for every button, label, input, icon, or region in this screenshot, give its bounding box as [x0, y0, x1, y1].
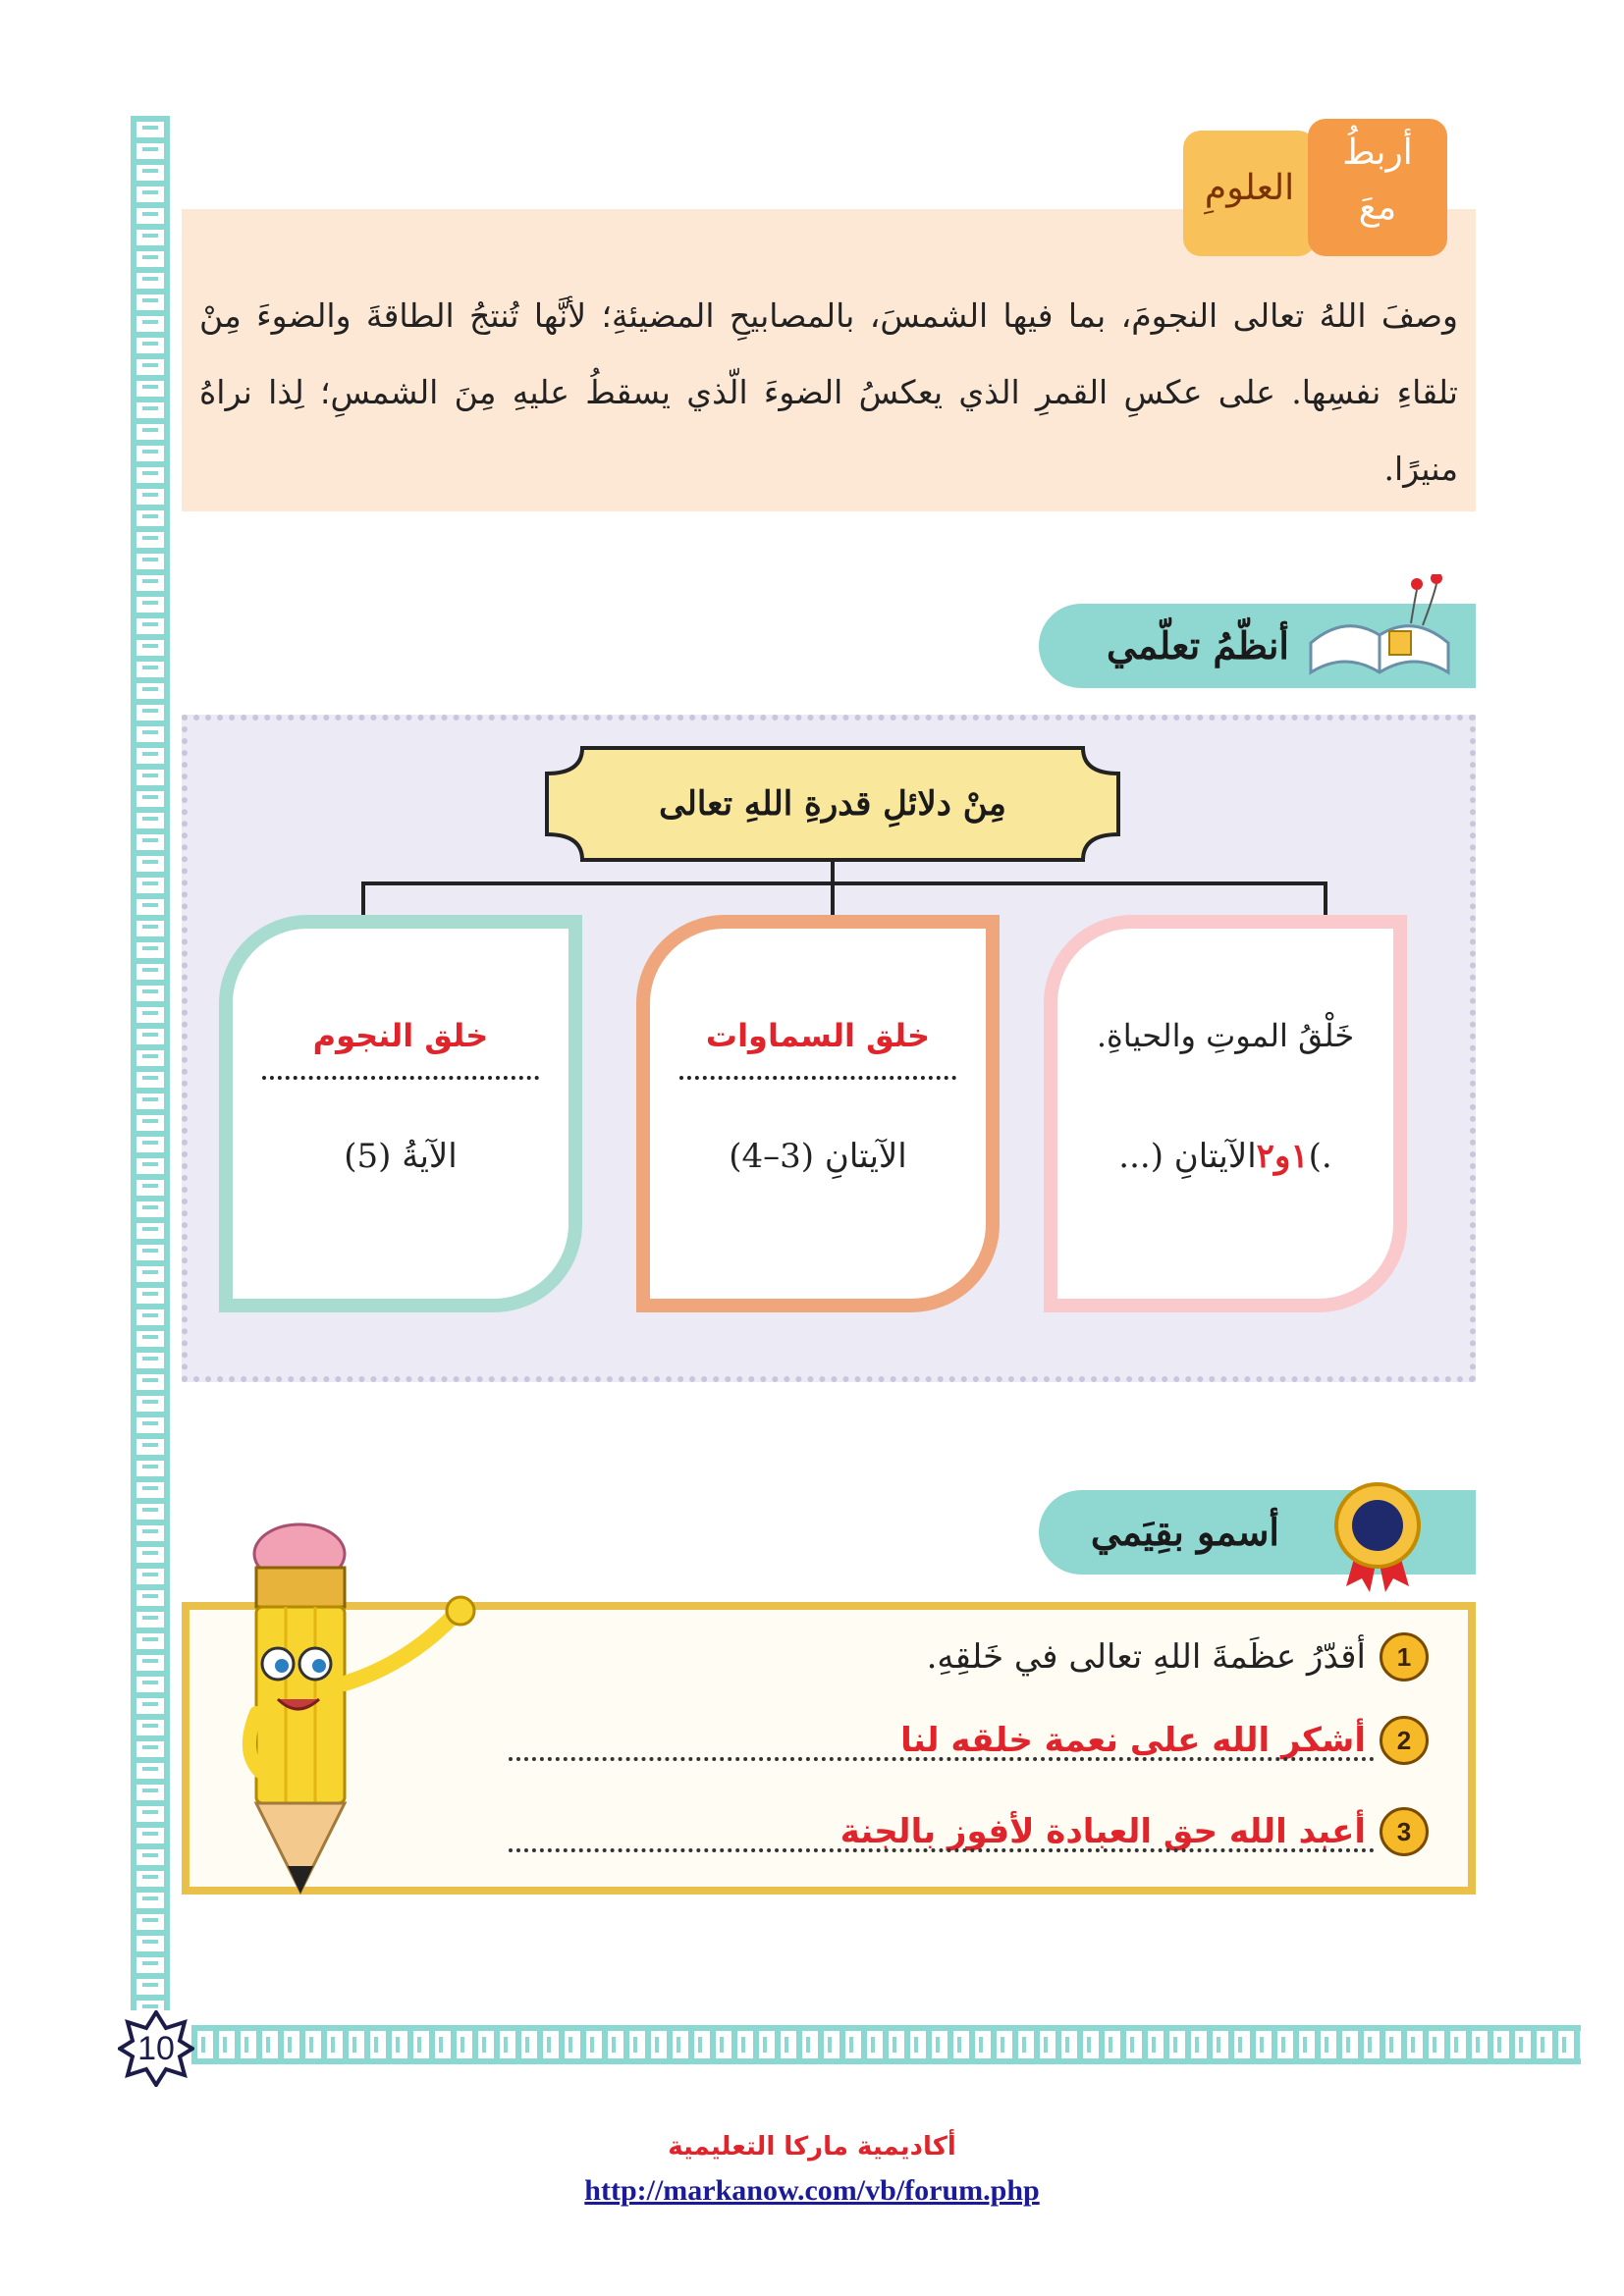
footer-link-wrap [0, 2174, 1624, 2208]
verse-suffix: .) [1308, 1137, 1332, 1176]
value-text-1: أقدّرُ عظَمةَ اللهِ تعالى في خَلقِهِ. [926, 1637, 1366, 1677]
verse-answer: ١و٢ [1256, 1137, 1309, 1176]
card-answer-heavens: خلق السماوات [705, 1017, 931, 1054]
card-verse-death-life [1057, 1137, 1393, 1176]
value-dotted-line-3 [509, 1848, 1375, 1852]
organize-section-title: أنظّمُ تعلّمي [1107, 623, 1289, 667]
card-verse-heavens: الآيتانِ (3–4) [729, 1137, 907, 1176]
organizer-card-heavens [636, 915, 1000, 1312]
page-number: 10 [137, 2030, 175, 2067]
science-paragraph: وصفَ اللهُ تعالى النجومَ، بما فيها الشمسَ، بالمصابيحِ المضيئةِ؛ لأنَّها تُنتجُ الطاقةَ والضوءَ مِنْ تلقاءِ نفسِها. على عكسِ القمرِ الذي يعكسُ الضوءَ الّذي يسقطُ عليهِ مِنَ الشمسِ؛ لِذا نراهُ منيرًا. [199, 296, 1458, 488]
value-dotted-line-2 [509, 1757, 1375, 1761]
page-number-badge [118, 2010, 194, 2087]
medal-icon [1319, 1476, 1436, 1594]
value-number-1: 1 [1380, 1632, 1429, 1682]
value-item-3 [840, 1802, 1429, 1861]
puzzle-piece-connect [1308, 119, 1447, 256]
greek-key-border-left [131, 116, 170, 2010]
connect-label-line2: معَ [1358, 187, 1397, 228]
organizer-main-title: مِنْ دلائلِ قدرةِ اللهِ تعالى [659, 784, 1006, 824]
connect-label-line1: أربطُ [1342, 133, 1413, 173]
value-text-2: أشكر الله على نعمة خلقه لنا [900, 1721, 1366, 1760]
card-dotted-line [679, 1076, 956, 1080]
value-number-3: 3 [1380, 1807, 1429, 1856]
value-number-2: 2 [1380, 1716, 1429, 1765]
value-item-1 [927, 1628, 1429, 1686]
card-answer-stars: خلق النجوم [312, 1017, 489, 1054]
tree-connector-lines [353, 862, 1335, 921]
value-item-2 [900, 1711, 1429, 1770]
greek-key-border-bottom [191, 2025, 1581, 2064]
value-text-3: أعبد الله حق العبادة لأفوز بالجنة [839, 1812, 1366, 1851]
organize-ribbon [1039, 604, 1476, 688]
open-book-icon [1301, 574, 1458, 692]
card-verse-stars: الآيةُ (5) [344, 1137, 458, 1176]
footer-academy-name: أكاديمية ماركا التعليمية [668, 2132, 956, 2162]
pencil-mascot-icon [211, 1517, 476, 1909]
values-section-title: أسمو بقِيَمي [1090, 1510, 1279, 1554]
organizer-title-plaque [543, 744, 1122, 864]
verse-prefix: الآيتانِ (... [1118, 1137, 1257, 1176]
values-ribbon [1039, 1490, 1476, 1575]
card-dotted-line [262, 1076, 539, 1080]
puzzle-piece-subject [1183, 131, 1316, 256]
card-answer-death-life: خَلْقُ الموتِ والحياةِ. [1096, 1017, 1355, 1054]
science-subject-label: العلومِ [1204, 168, 1295, 208]
organizer-card-death-life [1044, 915, 1407, 1312]
footer-forum-link[interactable]: http://markanow.com/vb/forum.php [584, 2174, 1040, 2207]
organizer-card-stars [219, 915, 582, 1312]
